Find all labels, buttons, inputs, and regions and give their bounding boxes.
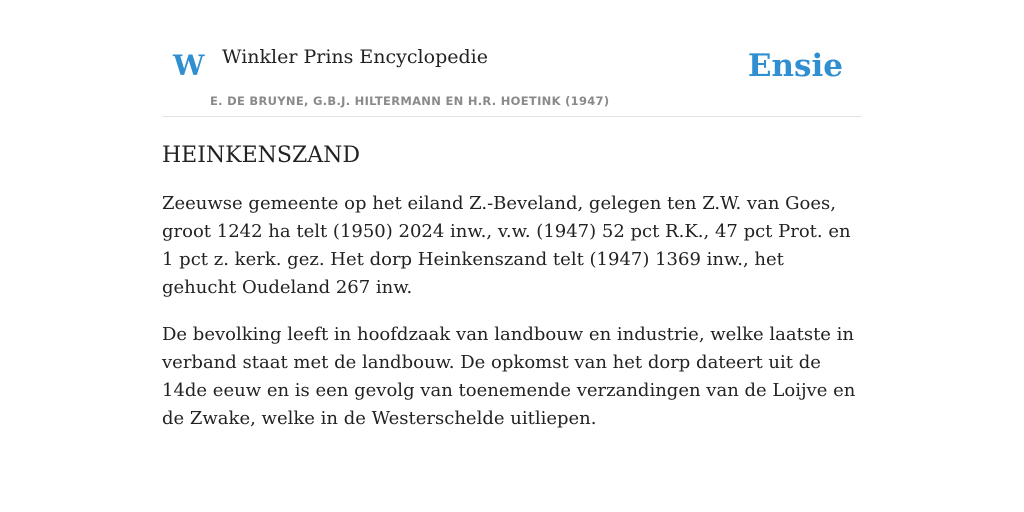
source-header [162,0,862,117]
article-headword: HEINKENSZAND [162,143,361,168]
article-paragraph-1: Zeeuwse gemeente op het eiland Z.-Beveland, gelegen ten Z.W. van Goes, groot 1242 ha telt (1950) 2024 inw., v.w. (1947) 52 pct R.K., 47 pct Prot. en 1 pct z. kerk. gez. Het dorp Heinkenszand telt (1947) 1369 inw., het gehucht Oudeland 267 inw. [162,193,851,299]
content-container [162,0,862,433]
source-title[interactable]: Winkler Prins Encyclopedie [222,46,488,68]
source-logo-link[interactable]: W [173,49,205,82]
article-paragraph-2: De bevolking leeft in hoofdzaak van landbouw en industrie, welke laatste in verband staat met de landbouw. De opkomst van het dorp dateert uit de 14de eeuw en is een gevolg van toenemende verzandingen van de Loijve en de Zwake, welke in de Westerschelde uitliepen. [162,324,856,430]
source-authors: E. DE BRUYNE, G.B.J. HILTERMANN EN H.R. HOETINK (1947) [210,94,610,108]
brand-logo-link[interactable]: Ensie [747,48,843,84]
